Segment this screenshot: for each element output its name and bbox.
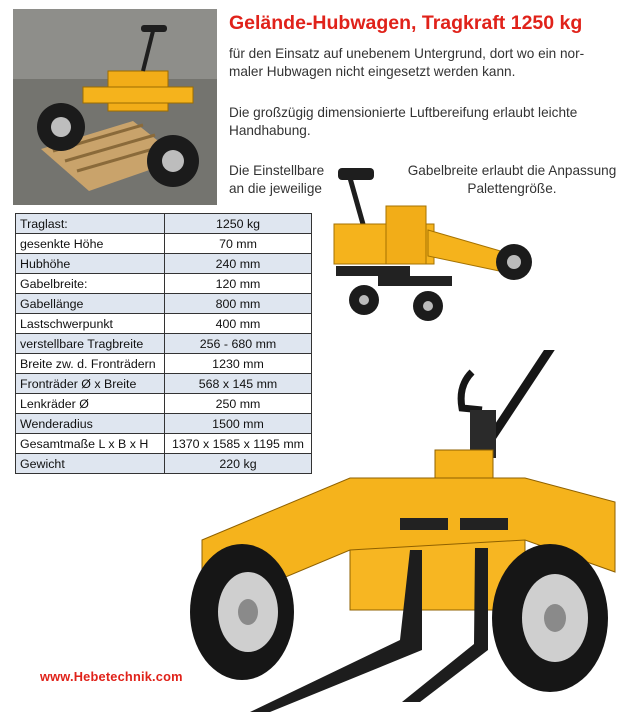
intro-line-1: für den Einsatz auf unebenem Untergrund, dort wo ein nor- — [229, 46, 585, 61]
spec-label: Breite zw. d. Fronträdern — [16, 354, 165, 374]
spec-label: verstellbare Tragbreite — [16, 334, 165, 354]
spec-value: 250 mm — [165, 394, 312, 414]
spec-value: 1250 kg — [165, 214, 312, 234]
spec-value: 400 mm — [165, 314, 312, 334]
spec-value: 568 x 145 mm — [165, 374, 312, 394]
spec-value: 70 mm — [165, 234, 312, 254]
spec-value: 220 kg — [165, 454, 312, 474]
fork-left-line-1: Die Einstellbare — [229, 163, 325, 178]
photo-truck-with-pallet — [13, 9, 217, 205]
tyres-paragraph — [229, 104, 624, 140]
spec-label: Hubhöhe — [16, 254, 165, 274]
spec-value: 256 - 680 mm — [165, 334, 312, 354]
fork-right-line-2: Palettengröße. — [467, 181, 557, 196]
spec-row — [16, 214, 312, 234]
tyres-line-1: Die großzügig dimensionierte Luftbereifung erlaubt leichte — [229, 105, 578, 120]
page-title: Gelände-Hubwagen, Tragkraft 1250 kg — [229, 12, 583, 34]
spec-value: 800 mm — [165, 294, 312, 314]
spec-label: Fronträder Ø x Breite — [16, 374, 165, 394]
fork-right-line-1: Gabelbreite erlaubt die Anpassung — [407, 163, 617, 178]
spec-row — [16, 234, 312, 254]
photo-truck-front — [190, 350, 620, 712]
spec-value: 240 mm — [165, 254, 312, 274]
intro-line-2: maler Hubwagen nicht eingesetzt werden kann. — [229, 64, 516, 79]
spec-value: 1230 mm — [165, 354, 312, 374]
spec-row — [16, 274, 312, 294]
spec-label: Gewicht — [16, 454, 165, 474]
photo-truck-side — [328, 160, 533, 332]
spec-label: Wenderadius — [16, 414, 165, 434]
spec-label: Lenkräder Ø — [16, 394, 165, 414]
spec-label: Lastschwerpunkt — [16, 314, 165, 334]
spec-row — [16, 314, 312, 334]
spec-value: 1370 x 1585 x 1195 mm — [165, 434, 312, 454]
spec-label: Traglast: — [16, 214, 165, 234]
spec-value: 1500 mm — [165, 414, 312, 434]
spec-value: 120 mm — [165, 274, 312, 294]
tyres-line-2: Handhabung. — [229, 123, 311, 138]
spec-label: Gabelbreite: — [16, 274, 165, 294]
spec-label: Gabellänge — [16, 294, 165, 314]
intro-paragraph — [229, 45, 624, 81]
spec-row — [16, 294, 312, 314]
website-link[interactable]: www.Hebetechnik.com — [40, 669, 183, 684]
fork-left-line-2: an die jeweilige — [229, 181, 322, 196]
spec-label: gesenkte Höhe — [16, 234, 165, 254]
spec-row — [16, 254, 312, 274]
spec-label: Gesamtmaße L x B x H — [16, 434, 165, 454]
